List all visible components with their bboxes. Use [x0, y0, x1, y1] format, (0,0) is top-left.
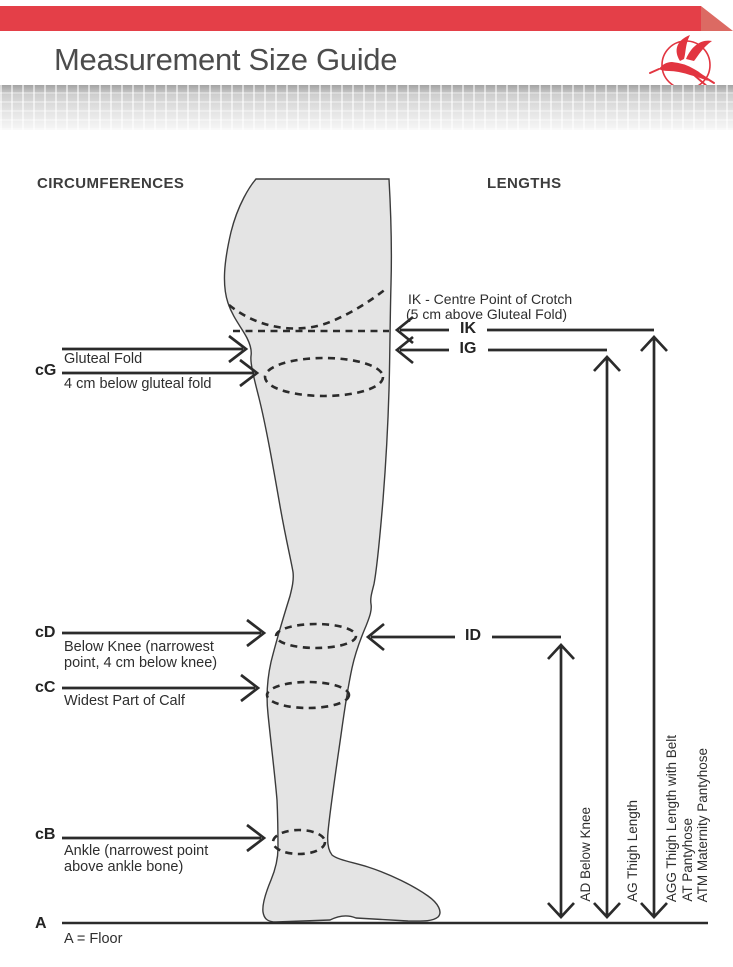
crotch-note-line2: (5 cm above Gluteal Fold)	[406, 306, 568, 322]
floor-code: A	[35, 915, 47, 932]
ag-length-line	[594, 357, 620, 917]
cg-code: cG	[35, 362, 57, 379]
ad-below-knee-label: AD Below Knee	[578, 807, 593, 902]
ig-arrow	[397, 337, 607, 363]
id-label: ID	[465, 627, 481, 644]
at-pantyhose-label: AT Pantyhose	[680, 818, 695, 902]
cb-label: Ankle (narrowest point above ankle bone)	[64, 843, 209, 875]
cc-code: cC	[35, 679, 56, 696]
cg-label-gluteal-fold: Gluteal Fold	[64, 351, 143, 367]
ig-label: IG	[459, 340, 477, 357]
atm-maternity-pantyhose-label: ATM Maternity Pantyhose	[695, 747, 710, 902]
ag-thigh-length-label: AG Thigh Length	[625, 800, 640, 902]
floor-label: A = Floor	[64, 931, 123, 947]
ik-label: IK	[460, 320, 476, 337]
cd-label: Below Knee (narrowest point, 4 cm below knee)	[64, 639, 218, 671]
cb-code: cB	[35, 826, 56, 843]
lengths-heading: LENGTHS	[487, 175, 562, 192]
circumferences-heading: CIRCUMFERENCES	[37, 175, 185, 192]
page-title: Measurement Size Guide	[54, 42, 398, 77]
cc-label: Widest Part of Calf	[64, 693, 185, 709]
agg-thigh-belt-label: AGG Thigh Length with Belt	[664, 734, 679, 902]
cg-label-below-gluteal: 4 cm below gluteal fold	[64, 376, 212, 392]
ad-length-line	[548, 645, 574, 917]
crotch-note-line1: IK - Centre Point of Crotch	[408, 291, 573, 307]
cd-code: cD	[35, 624, 56, 641]
